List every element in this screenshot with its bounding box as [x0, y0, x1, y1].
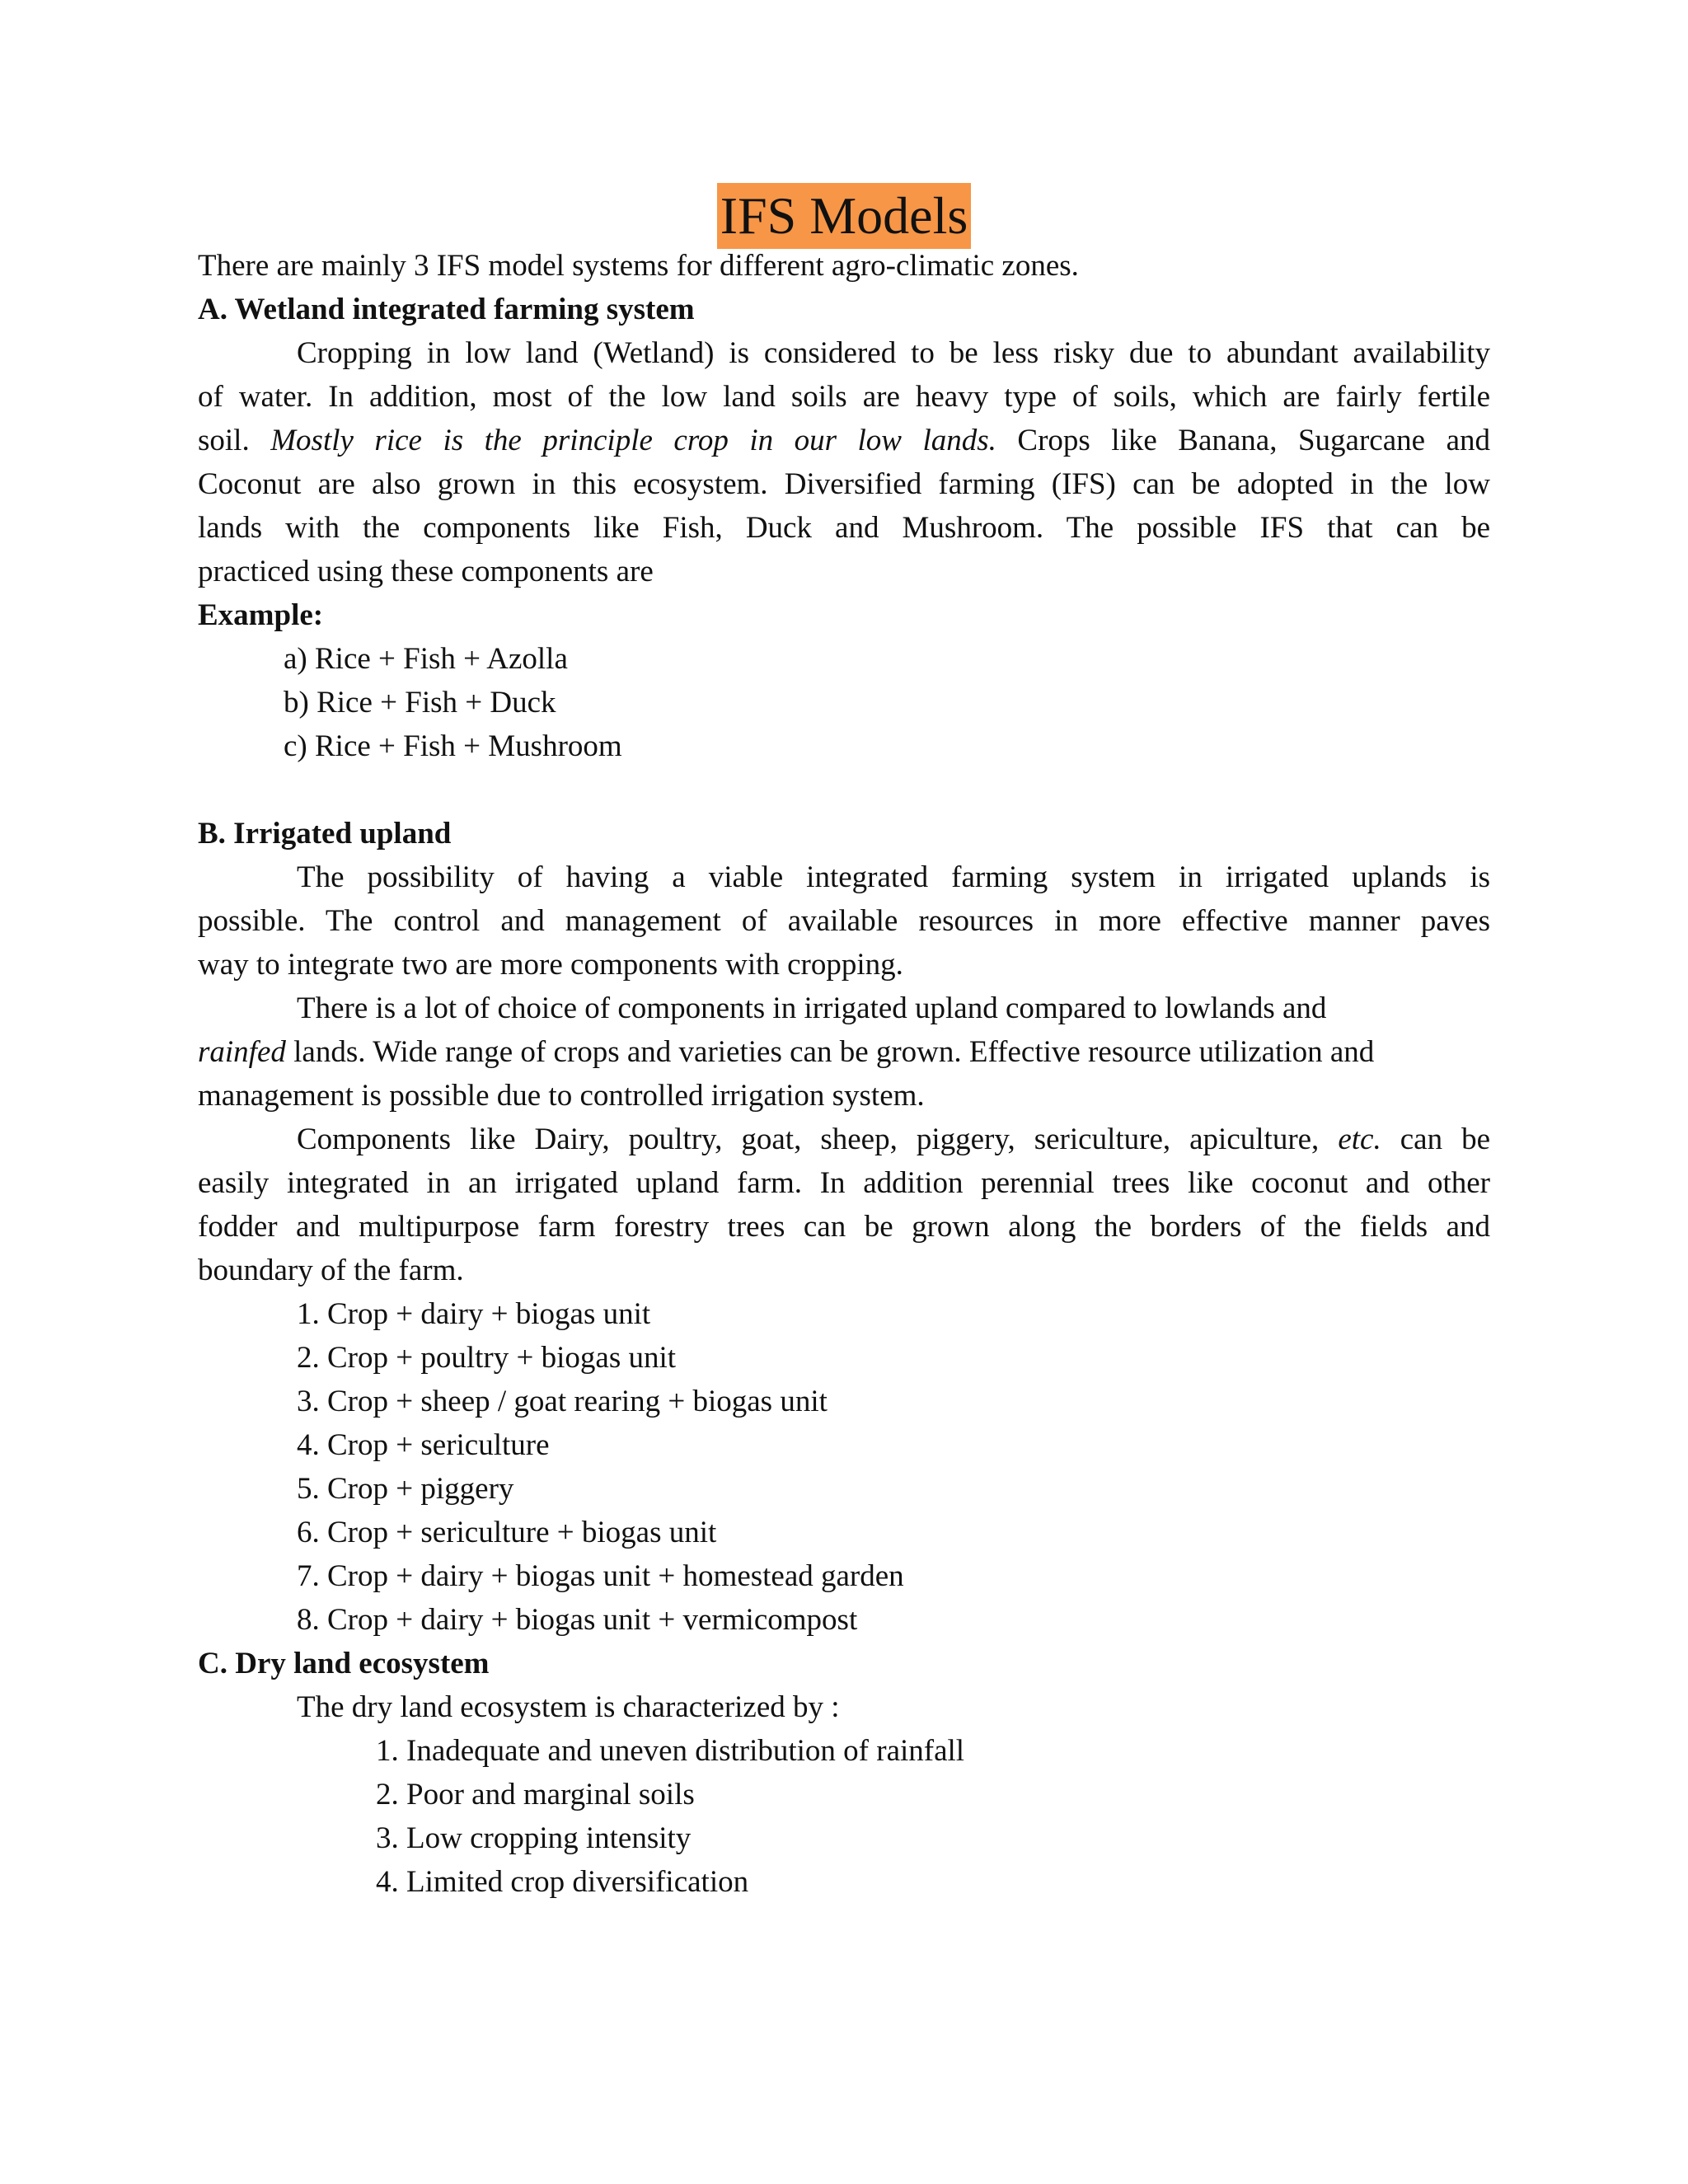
list-item: 4. Limited crop diversification [376, 1865, 749, 1899]
section-a-line-2: of water. In addition, most of the low land soils are heavy type of soils, which are fairly fertile [198, 380, 1490, 414]
intro-text: There are mainly 3 IFS model systems for different agro-climatic zones. [198, 249, 1079, 283]
list-item: 3. Low cropping intensity [376, 1821, 692, 1855]
section-b-para3-line-2: easily integrated in an irrigated upland farm. In addition perennial trees like coconut and other [198, 1166, 1490, 1200]
section-b-para2-line-2-rest: lands. Wide range of crops and varieties can be grown. Effective resource utilization and [285, 1035, 1375, 1069]
section-b-para2-line-3: management is possible due to controlled irrigation system. [198, 1079, 925, 1113]
section-a-line-5: lands with the components like Fish, Duck and Mushroom. The possible IFS that can be [198, 511, 1490, 545]
page-title: IFS Models [717, 183, 972, 249]
example-item: a) Rice + Fish + Azolla [284, 642, 568, 676]
list-item: 4. Crop + sericulture [297, 1428, 550, 1462]
section-b-para3-line-1 [198, 1118, 1490, 1161]
list-item: 7. Crop + dairy + biogas unit + homestead garden [297, 1559, 904, 1593]
section-a-heading: A. Wetland integrated farming system [198, 293, 695, 326]
list-item: 2. Poor and marginal soils [376, 1778, 695, 1811]
example-item: b) Rice + Fish + Duck [284, 686, 556, 719]
section-b-line-2: possible. The control and management of available resources in more effective manner paves [198, 904, 1490, 938]
list-item: 5. Crop + piggery [297, 1472, 514, 1506]
section-b-para2-line-1: There is a lot of choice of components in irrigated upland compared to lowlands and [297, 991, 1327, 1025]
section-b-para3-line-4: boundary of the farm. [198, 1254, 464, 1287]
section-a-line-1: Cropping in low land (Wetland) is considered to be less risky due to abundant availability [297, 336, 1490, 370]
list-item: 3. Crop + sheep / goat rearing + biogas unit [297, 1385, 828, 1418]
section-b-para2-line-2 [198, 1030, 1490, 1074]
list-item: 1. Inadequate and uneven distribution of rainfall [376, 1734, 965, 1768]
example-item: c) Rice + Fish + Mushroom [284, 729, 622, 763]
example-label: Example: [198, 598, 324, 632]
section-c-heading: C. Dry land ecosystem [198, 1647, 490, 1680]
list-item: 6. Crop + sericulture + biogas unit [297, 1516, 717, 1549]
section-a-line-3 [198, 419, 1490, 462]
section-c-intro: The dry land ecosystem is characterized by : [297, 1690, 840, 1724]
body-column [198, 244, 1490, 1904]
list-item: 1. Crop + dairy + biogas unit [297, 1297, 651, 1331]
section-b-line-1: The possibility of having a viable integrated farming system in irrigated uplands is [297, 860, 1490, 894]
etc-italic: etc. [1338, 1122, 1381, 1156]
list-item: 8. Crop + dairy + biogas unit + vermicompost [297, 1603, 858, 1637]
section-a-italic-text: Mostly rice is the principle crop in our low lands. [270, 424, 996, 457]
list-item: 2. Crop + poultry + biogas unit [297, 1341, 677, 1375]
section-a-line-3-end: Crops like Banana, Sugarcane and [1017, 424, 1490, 457]
section-b-heading: B. Irrigated upland [198, 817, 452, 851]
section-b-para3-line-1-end: can be [1400, 1122, 1490, 1156]
section-a-line-4: Coconut are also grown in this ecosystem. Diversified farming (IFS) can be adopted in the low [198, 467, 1490, 501]
section-a-line-3-start: soil. [198, 424, 250, 457]
section-b-line-3: way to integrate two are more components with cropping. [198, 948, 903, 982]
title-container [0, 183, 1688, 249]
section-b-para3-line-1-start: Components like Dairy, poultry, goat, sheep, piggery, sericulture, apiculture, [297, 1122, 1320, 1156]
section-b-para3-line-3: fodder and multipurpose farm forestry trees can be grown along the borders of the fields and [198, 1210, 1490, 1244]
rainfed-italic: rainfed [198, 1035, 286, 1069]
section-a-line-6: practiced using these components are [198, 555, 654, 588]
spacer [198, 768, 1490, 812]
